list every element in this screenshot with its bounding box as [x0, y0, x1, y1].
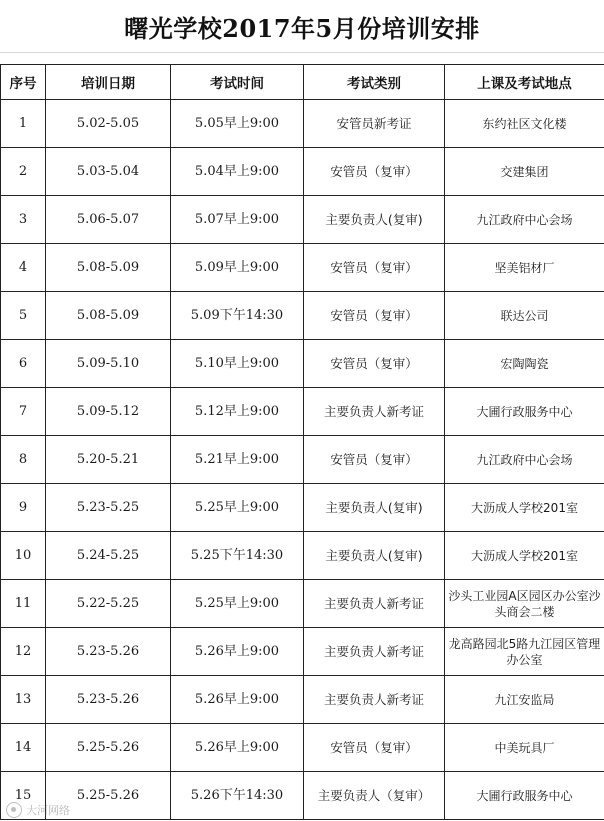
training-date-cell: 5.09-5.12: [46, 388, 171, 436]
exam-type-cell: 主要负责人新考证: [304, 388, 445, 436]
header-location: 上课及考试地点: [445, 65, 604, 100]
exam-type-cell: 主要负责人新考证: [304, 580, 445, 628]
header-exam-type: 考试类别: [304, 65, 445, 100]
training-date-cell: 5.24-5.25: [46, 532, 171, 580]
table-row: [1, 244, 604, 292]
exam-type-cell: 安管员（复审）: [304, 340, 445, 388]
row-number: 12: [1, 628, 46, 676]
camera-logo-icon: [6, 802, 22, 818]
exam-time-cell: 5.25下午14:30: [171, 532, 304, 580]
exam-type-cell: 安管员（复审）: [304, 244, 445, 292]
table-row: [1, 628, 604, 676]
table-body: [1, 100, 604, 820]
location-cell: 大圃行政服务中心: [445, 388, 604, 436]
row-number: 6: [1, 340, 46, 388]
exam-time-cell: 5.05早上9:00: [171, 100, 304, 148]
location-cell: 沙头工业园A区园区办公室沙头商会二楼: [445, 580, 604, 628]
training-date-cell: 5.20-5.21: [46, 436, 171, 484]
title-divider: [0, 52, 604, 64]
row-number: 7: [1, 388, 46, 436]
location-cell: 中美玩具厂: [445, 724, 604, 772]
location-cell: 联达公司: [445, 292, 604, 340]
location-cell: 东约社区文化楼: [445, 100, 604, 148]
exam-time-cell: 5.25早上9:00: [171, 484, 304, 532]
row-number: 13: [1, 676, 46, 724]
table-row: [1, 772, 604, 820]
document-title: 曙光学校2017年5月份培训安排: [124, 13, 480, 43]
table-row: [1, 100, 604, 148]
location-cell: 宏陶陶瓷: [445, 340, 604, 388]
training-date-cell: 5.23-5.26: [46, 628, 171, 676]
row-number: 14: [1, 724, 46, 772]
location-cell: 大沥成人学校201室: [445, 532, 604, 580]
exam-type-cell: 安管员新考证: [304, 100, 445, 148]
exam-time-cell: 5.26早上9:00: [171, 676, 304, 724]
training-date-cell: 5.22-5.25: [46, 580, 171, 628]
location-cell: 大沥成人学校201室: [445, 484, 604, 532]
exam-type-cell: 主要负责人新考证: [304, 676, 445, 724]
training-date-cell: 5.08-5.09: [46, 244, 171, 292]
exam-time-cell: 5.26下午14:30: [171, 772, 304, 820]
exam-type-cell: 主要负责人(复审): [304, 532, 445, 580]
exam-time-cell: 5.07早上9:00: [171, 196, 304, 244]
exam-time-cell: 5.10早上9:00: [171, 340, 304, 388]
table-row: [1, 388, 604, 436]
table-row: [1, 436, 604, 484]
training-date-cell: 5.08-5.09: [46, 292, 171, 340]
exam-time-cell: 5.04早上9:00: [171, 148, 304, 196]
training-date-cell: 5.03-5.04: [46, 148, 171, 196]
table-row: [1, 340, 604, 388]
exam-time-cell: 5.12早上9:00: [171, 388, 304, 436]
row-number: 10: [1, 532, 46, 580]
row-number: 9: [1, 484, 46, 532]
training-date-cell: 5.23-5.25: [46, 484, 171, 532]
exam-type-cell: 主要负责人(复审): [304, 196, 445, 244]
training-date-cell: 5.02-5.05: [46, 100, 171, 148]
location-cell: 龙高路园北5路九江园区管理办公室: [445, 628, 604, 676]
location-cell: 大圃行政服务中心: [445, 772, 604, 820]
exam-type-cell: 主要负责人(复审): [304, 484, 445, 532]
location-cell: 九江政府中心会场: [445, 196, 604, 244]
row-number: 2: [1, 148, 46, 196]
location-cell: 交建集团: [445, 148, 604, 196]
row-number: 1: [1, 100, 46, 148]
table-row: [1, 292, 604, 340]
location-cell: 坚美铝材厂: [445, 244, 604, 292]
training-date-cell: 5.25-5.26: [46, 772, 171, 820]
table-row: [1, 196, 604, 244]
exam-type-cell: 主要负责人新考证: [304, 628, 445, 676]
exam-time-cell: 5.09下午14:30: [171, 292, 304, 340]
exam-type-cell: 安管员（复审）: [304, 292, 445, 340]
header-no: 序号: [1, 65, 46, 100]
location-cell: 九江政府中心会场: [445, 436, 604, 484]
table-row: [1, 580, 604, 628]
exam-time-cell: 5.26早上9:00: [171, 724, 304, 772]
location-cell: 九江安监局: [445, 676, 604, 724]
exam-time-cell: 5.26早上9:00: [171, 628, 304, 676]
table-row: [1, 724, 604, 772]
row-number: 11: [1, 580, 46, 628]
training-date-cell: 5.23-5.26: [46, 676, 171, 724]
exam-type-cell: 主要负责人（复审）: [304, 772, 445, 820]
table-row: [1, 532, 604, 580]
training-date-cell: 5.25-5.26: [46, 724, 171, 772]
table-header-row: [1, 65, 604, 100]
watermark: [6, 802, 70, 818]
table-row: [1, 484, 604, 532]
header-training-date: 培训日期: [46, 65, 171, 100]
row-number: 15: [1, 772, 46, 820]
row-number: 5: [1, 292, 46, 340]
table-row: [1, 676, 604, 724]
row-number: 3: [1, 196, 46, 244]
training-schedule-table: [0, 64, 604, 820]
exam-time-cell: 5.25早上9:00: [171, 580, 304, 628]
exam-type-cell: 安管员（复审）: [304, 724, 445, 772]
exam-time-cell: 5.09早上9:00: [171, 244, 304, 292]
exam-type-cell: 安管员（复审）: [304, 148, 445, 196]
row-number: 8: [1, 436, 46, 484]
watermark-text: 大河网络: [26, 804, 70, 817]
training-date-cell: 5.09-5.10: [46, 340, 171, 388]
row-number: 4: [1, 244, 46, 292]
header-exam-time: 考试时间: [171, 65, 304, 100]
training-date-cell: 5.06-5.07: [46, 196, 171, 244]
table-row: [1, 148, 604, 196]
exam-time-cell: 5.21早上9:00: [171, 436, 304, 484]
exam-type-cell: 安管员（复审）: [304, 436, 445, 484]
